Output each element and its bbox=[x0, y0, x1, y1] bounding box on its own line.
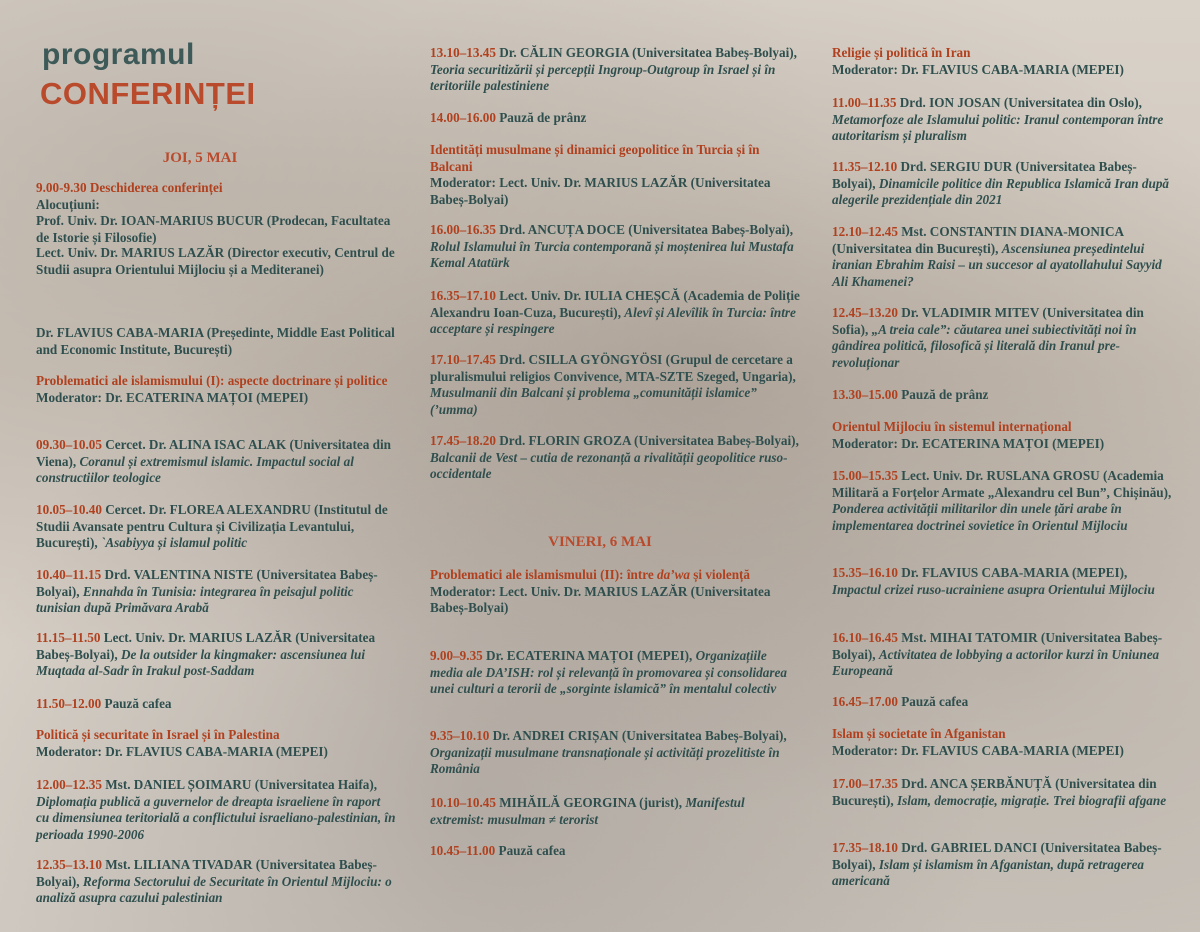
talk-author: Drd. GABRIEL DANCI (Universitatea Babeș-Bolyai), bbox=[832, 840, 1162, 872]
panel-moderator: Moderator: Dr. FLAVIUS CABA-MARIA (MEPEI) bbox=[36, 743, 328, 759]
panel-title: Orientul Mijlociu în sistemul internațional bbox=[832, 419, 1072, 434]
day-heading-friday: VINERI, 6 MAI bbox=[548, 534, 652, 550]
talk-item bbox=[430, 45, 800, 95]
title-programul: programul bbox=[42, 38, 195, 71]
panel-moderator: Moderator: Dr. FLAVIUS CABA-MARIA (MEPEI) bbox=[832, 61, 1124, 77]
break-time: 13.30–15.00 bbox=[832, 387, 898, 402]
break-item bbox=[430, 110, 800, 127]
speaker: Prof. Univ. Dr. IOAN-MARIUS BUCUR (Prodecan, Facultatea de Istorie și Filosofie) bbox=[36, 213, 391, 245]
talk-title: Islam și islamism în Afganistan, după retragerea americană bbox=[832, 856, 1145, 888]
talk-time: 17.00–17.35 bbox=[832, 776, 898, 791]
break-item bbox=[832, 694, 1177, 711]
talk-title: Activitatea de lobbying a actorilor kurzi în Uniunea Europeană bbox=[832, 646, 1160, 678]
talk-title: Alevî și Alevîlik în Turcia: între acceptare și respingere bbox=[430, 304, 796, 336]
talk-author: Dr. VLADIMIR MITEV (Universitatea din Sofia), bbox=[832, 305, 1144, 337]
session-time: 9.00-9.30 bbox=[36, 180, 87, 195]
talk-title: Metamorfoze ale Islamului politic: Iranul contemporan între autoritarism și pluralism bbox=[832, 111, 1164, 143]
talk-title: Impactul crizei ruso-ucrainiene asupra Orientului Mijlociu bbox=[832, 581, 1155, 597]
talk-author: Lect. Univ. Dr. MARIUS LAZĂR (Universitatea Babeș-Bolyai), bbox=[36, 630, 376, 662]
talk-item bbox=[430, 795, 800, 828]
talk-time: 12.45–13.20 bbox=[832, 305, 898, 320]
talk-title: `Asabiyya și islamul politic bbox=[100, 535, 248, 550]
panel-title bbox=[430, 567, 800, 584]
talk-author: Drd. ANCA ȘERBĂNUȚĂ (Universitatea din București), bbox=[832, 776, 1157, 808]
panel-title-part: da’wa bbox=[656, 567, 690, 582]
break-label: Pauză cafea bbox=[498, 843, 566, 858]
talk-item bbox=[430, 433, 800, 483]
panel-title: Identități musulmane și dinamici geopolitice în Turcia și în Balcani bbox=[430, 142, 760, 174]
break-item bbox=[832, 387, 1177, 404]
panel-heading bbox=[832, 419, 1177, 452]
talk-time: 13.10–13.45 bbox=[430, 45, 496, 60]
talk-title: Balcanii de Vest – cutia de rezonanță a rivalității geopolitice ruso-occidentale bbox=[430, 449, 788, 481]
talk-author: Mst. MIHAI TATOMIR (Universitatea Babeș-Bolyai), bbox=[832, 630, 1163, 662]
talk-title: Diplomația publică a guvernelor de dreapta israeliene în raport cu dimensiunea teritorială a conflictului israeliano-palestinian, în perioada 1990-2006 bbox=[36, 793, 396, 842]
talk-item bbox=[36, 857, 396, 907]
opening-session bbox=[36, 180, 396, 246]
panel-heading bbox=[430, 142, 800, 208]
talk-time: 9.00–9.35 bbox=[430, 648, 483, 663]
talk-time: 16.00–16.35 bbox=[430, 222, 496, 237]
talk-title: Islam, democrație, migrație. Trei biografii afgane bbox=[896, 792, 1167, 808]
panel-title: Politică și securitate în Israel și în Palestina bbox=[36, 727, 280, 742]
talk-item bbox=[832, 776, 1177, 809]
panel-heading bbox=[832, 726, 1177, 759]
break-time: 14.00–16.00 bbox=[430, 110, 496, 125]
break-time: 16.45–17.00 bbox=[832, 694, 898, 709]
talk-author: Cercet. Dr. FLOREA ALEXANDRU (Institutul de Studii Avansate pentru Cultura și Civilizația Levantului, București), bbox=[36, 502, 388, 550]
talk-time: 9.35–10.10 bbox=[430, 728, 490, 743]
talk-time: 12.10–12.45 bbox=[832, 224, 898, 239]
talk-item bbox=[832, 840, 1177, 890]
talk-time: 10.05–10.40 bbox=[36, 502, 102, 517]
break-time: 10.45–11.00 bbox=[430, 843, 496, 858]
speaker: Lect. Univ. Dr. MARIUS LAZĂR (Director executiv, Centrul de Studii asupra Orientului Mijlociu și a Mediteranei) bbox=[36, 245, 395, 277]
session-title: Deschiderea conferinței bbox=[89, 180, 223, 195]
panel-moderator: Moderator: Dr. FLAVIUS CABA-MARIA (MEPEI) bbox=[832, 742, 1124, 758]
talk-item bbox=[832, 305, 1177, 371]
talk-item bbox=[36, 777, 396, 843]
speaker-block bbox=[36, 245, 396, 278]
talk-time: 11.35–12.10 bbox=[832, 159, 898, 174]
break-item bbox=[36, 696, 396, 713]
talk-time: 12.00–12.35 bbox=[36, 777, 102, 792]
talk-title: Musulmanii din Balcani și problema „comunității islamice” (’umma) bbox=[430, 385, 757, 417]
talk-author: Cercet. Dr. ALINA ISAC ALAK (Universitatea din Viena), bbox=[36, 437, 391, 469]
speeches-label: Alocuțiuni: bbox=[36, 196, 100, 212]
talk-item bbox=[832, 224, 1177, 290]
talk-author: MIHĂILĂ GEORGINA (jurist), bbox=[499, 795, 683, 810]
panel-title-part: Problematici ale islamismului (II): între bbox=[430, 567, 657, 582]
talk-author: Mst. DANIEL ȘOIMARU (Universitatea Haifa), bbox=[105, 777, 378, 792]
talk-time: 17.45–18.20 bbox=[430, 433, 496, 448]
talk-author: Drd. ANCUȚA DOCE (Universitatea Babeș-Bolyai), bbox=[499, 222, 794, 237]
talk-time: 16.35–17.10 bbox=[430, 288, 496, 303]
talk-title: Organizațiile media ale DA’ISH: rol și relevanță în promovarea și consolidarea unei culturi a terorii de „sorginte islamică” în mentalul colectiv bbox=[430, 648, 787, 696]
talk-author: Drd. VALENTINA NISTE (Universitatea Babeș-Bolyai), bbox=[36, 567, 378, 599]
day-heading-thursday: JOI, 5 MAI bbox=[162, 150, 238, 166]
talk-author: Mst. LILIANA TIVADAR (Universitatea Babeș-Bolyai), bbox=[36, 857, 377, 889]
panel-heading bbox=[36, 727, 396, 760]
talk-time: 12.35–13.10 bbox=[36, 857, 102, 872]
panel-title: Problematici ale islamismului (I): aspecte doctrinare și politice bbox=[36, 373, 388, 388]
talk-time: 15.35–16.10 bbox=[832, 565, 898, 580]
talk-item bbox=[832, 630, 1177, 680]
talk-title: Coranul și extremismul islamic. Impactul social al constructiilor teologice bbox=[36, 453, 354, 485]
talk-title: Ennahda în Tunisia: integrarea în peisajul politic tunisian după Primăvara Arabă bbox=[36, 583, 354, 615]
break-time: 11.50–12.00 bbox=[36, 696, 102, 711]
talk-title: Organizații musulmane transnaționale și activități prozelitiste în România bbox=[430, 744, 780, 776]
break-label: Pauză de prânz bbox=[499, 110, 587, 125]
talk-author: Drd. SERGIU DUR (Universitatea Babeș-Bolyai), bbox=[832, 159, 1137, 191]
talk-author: Drd. CSILLA GYÖNGYÖSI (Grupul de cercetare a pluralismului religios Convivence, MTA-SZTE Szeged, Ungaria), bbox=[430, 352, 796, 384]
talk-item bbox=[430, 352, 800, 418]
talk-author: Mst. CONSTANTIN DIANA-MONICA (Universitatea din București), bbox=[832, 224, 1124, 256]
panel-title: Islam și societate în Afganistan bbox=[832, 726, 1006, 741]
talk-time: 11.00–11.35 bbox=[832, 95, 897, 110]
break-item bbox=[430, 843, 800, 860]
talk-title: Teoria securitizării și percepții Ingroup-Outgroup în Israel și în teritoriile palestiniene bbox=[430, 61, 776, 93]
speaker: Dr. FLAVIUS CABA-MARIA (Președinte, Middle East Political and Economic Institute, București) bbox=[36, 325, 395, 357]
talk-time: 10.10–10.45 bbox=[430, 795, 496, 810]
talk-title: „A treia cale”: căutarea unei subiectivități noi în gândirea politică, filosofică și literală din Iranul pre-revoluționar bbox=[832, 321, 1137, 370]
panel-moderator: Moderator: Dr. ECATERINA MAȚOI (MEPEI) bbox=[832, 435, 1105, 451]
talk-author: Dr. FLAVIUS CABA-MARIA (MEPEI), bbox=[901, 565, 1128, 580]
talk-time: 15.00–15.35 bbox=[832, 468, 898, 483]
talk-item bbox=[36, 502, 396, 552]
panel-title: Religie și politică în Iran bbox=[832, 45, 971, 60]
panel-moderator: Moderator: Dr. ECATERINA MAȚOI (MEPEI) bbox=[36, 389, 309, 405]
talk-item bbox=[430, 728, 800, 778]
talk-author: Lect. Univ. Dr. IULIA CHEȘCĂ (Academia de Poliție Alexandru Ioan-Cuza, București), bbox=[430, 288, 800, 320]
talk-time: 16.10–16.45 bbox=[832, 630, 898, 645]
talk-time: 11.15–11.50 bbox=[36, 630, 101, 645]
talk-time: 17.35–18.10 bbox=[832, 840, 898, 855]
talk-title: De la outsider la kingmaker: ascensiunea lui Muqtada al-Sadr în Irakul post-Saddam bbox=[36, 646, 365, 678]
panel-heading bbox=[36, 373, 396, 406]
talk-item bbox=[832, 95, 1177, 145]
panel-heading bbox=[832, 45, 1177, 78]
talk-author: Dr. CĂLIN GEORGIA (Universitatea Babeș-Bolyai), bbox=[499, 45, 797, 60]
talk-title: Ponderea activității militarilor din unele țări arabe în implementarea doctrinei sovietice în Orientul Mijlociu bbox=[832, 501, 1128, 533]
talk-item bbox=[832, 565, 1177, 598]
break-label: Pauză cafea bbox=[901, 694, 969, 709]
talk-time: 17.10–17.45 bbox=[430, 352, 496, 367]
break-label: Pauză de prânz bbox=[901, 387, 989, 402]
title-conferintei: CONFERINȚEI bbox=[40, 76, 256, 111]
talk-author: Drd. FLORIN GROZA (Universitatea Babeș-Bolyai), bbox=[499, 433, 799, 448]
talk-item bbox=[430, 288, 800, 338]
panel-moderator: Moderator: Lect. Univ. Dr. MARIUS LAZĂR (Universitatea Babeș-Bolyai) bbox=[430, 583, 771, 615]
panel-title-part: și violență bbox=[689, 567, 751, 582]
talk-item bbox=[832, 468, 1177, 534]
talk-time: 09.30–10.05 bbox=[36, 437, 102, 452]
panel-heading bbox=[430, 567, 800, 617]
talk-item bbox=[36, 567, 396, 617]
talk-title: Manifestul extremist: musulman ≠ terorist bbox=[430, 795, 745, 827]
talk-item bbox=[430, 222, 800, 272]
panel-moderator: Moderator: Lect. Univ. Dr. MARIUS LAZĂR (Universitatea Babeș-Bolyai) bbox=[430, 175, 771, 207]
talk-author: Drd. ION JOSAN (Universitatea din Oslo), bbox=[899, 95, 1142, 110]
talk-item bbox=[832, 159, 1177, 209]
talk-title: Reforma Sectorului de Securitate în Orientul Mijlociu: o analiză asupra cazului palestinian bbox=[36, 873, 392, 905]
talk-title: Rolul Islamului în Turcia contemporană și moștenirea lui Mustafa Kemal Atatürk bbox=[430, 238, 794, 270]
talk-item bbox=[36, 630, 396, 680]
break-label: Pauză cafea bbox=[104, 696, 172, 711]
talk-item bbox=[36, 437, 396, 487]
talk-time: 10.40–11.15 bbox=[36, 567, 102, 582]
talk-author: Dr. ECATERINA MAȚOI (MEPEI), bbox=[486, 648, 693, 663]
talk-item bbox=[430, 648, 800, 698]
talk-title: Ascensiunea președintelui iranian Ebrahim Raisi – un succesor al ayatollahului Sayyid Ali Khamenei? bbox=[832, 240, 1162, 289]
talk-author: Dr. ANDREI CRIȘAN (Universitatea Babeș-Bolyai), bbox=[492, 728, 787, 743]
talk-author: Lect. Univ. Dr. RUSLANA GROSU (Academia Militară a Forțelor Armate „Alexandru cel Bun”, Chișinău), bbox=[832, 468, 1172, 500]
speaker-block bbox=[36, 325, 396, 358]
talk-title: Dinamicile politice din Republica Islamică Iran după alegerile prezidențiale din 2021 bbox=[832, 175, 1170, 207]
